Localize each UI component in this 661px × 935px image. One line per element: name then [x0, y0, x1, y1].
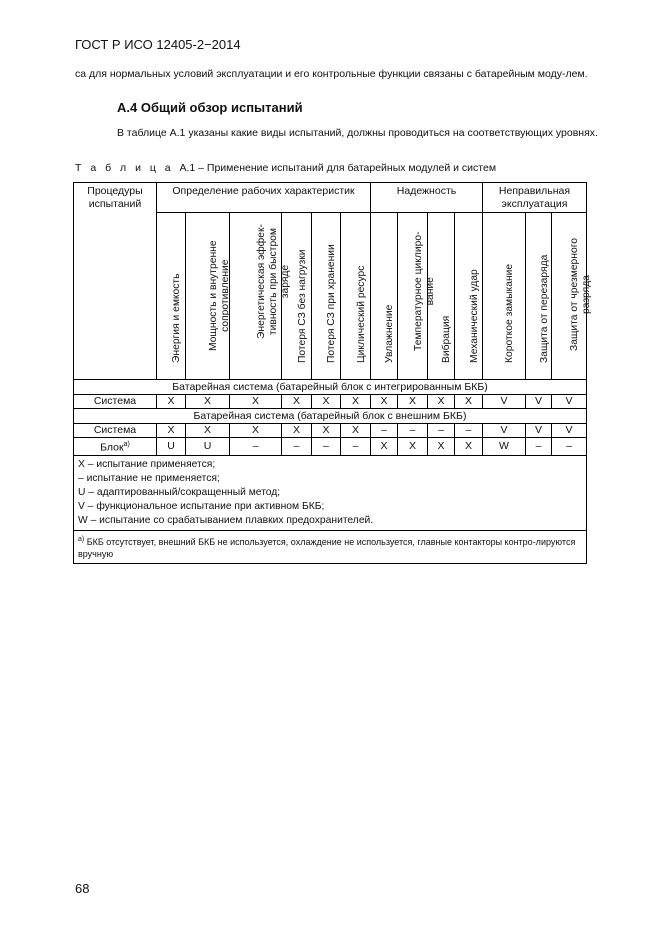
row-label-text: Система [93, 395, 137, 407]
table-cell: W [483, 438, 526, 456]
table-cell: X [157, 395, 186, 409]
column-header-label [539, 255, 551, 363]
column-header-line: Защита от чрезмерного [569, 238, 580, 351]
section-title-external: Батарейная система (батарейный блок с внешним БКБ) [74, 409, 587, 424]
section-heading: А.4 Общий обзор испытаний [117, 100, 303, 115]
table-cell: V [552, 395, 587, 409]
group-header-abuse: Неправильная эксплуатация [483, 183, 587, 213]
column-header [483, 213, 526, 380]
column-header [186, 213, 230, 380]
legend-note: V – функциональное испытание при активном БКБ; [78, 500, 325, 512]
document-header: ГОСТ Р ИСО 12405-2−2014 [75, 37, 241, 52]
column-header-label [171, 274, 183, 363]
intro-paragraph: В таблице А.1 указаны какие виды испытаний, должны проводиться на соответствующих уровнях. [117, 127, 598, 139]
group-header-performance: Определение рабочих характеристик [157, 183, 371, 213]
column-header-line: Температурное циклиро- [412, 231, 424, 351]
column-header-line: Потеря СЗ при хранении [326, 244, 337, 363]
table-cell: – [428, 424, 455, 438]
table-cell: X [186, 424, 230, 438]
table-cell: V [526, 395, 552, 409]
table-cell: – [341, 438, 371, 456]
table-cell: X [428, 438, 455, 456]
column-header-label [384, 305, 396, 363]
continuation-paragraph: са для нормальных условий эксплуатации и его контрольные функции связаны с батарейным моду-лем. [75, 68, 588, 80]
table-cell: X [341, 395, 371, 409]
table-cell: U [186, 438, 230, 456]
column-header [312, 213, 341, 380]
table-cell: X [455, 395, 483, 409]
table-cell: – [371, 424, 398, 438]
table-row [74, 424, 587, 438]
row-label-sup: a) [123, 441, 130, 448]
corner-header: Процедуры испытаний [74, 183, 157, 380]
row-label [74, 424, 157, 438]
page-number: 68 [75, 881, 90, 896]
column-header-line: Мощность и внутренне [207, 240, 219, 351]
column-header [341, 213, 371, 380]
table-cell: – [398, 424, 428, 438]
column-header [455, 213, 483, 380]
column-header [398, 213, 436, 380]
column-header [230, 213, 291, 380]
table-cell: X [157, 424, 186, 438]
column-header-label [297, 250, 309, 363]
column-header-line: сопротивление [219, 259, 231, 332]
table-cell: X [282, 424, 312, 438]
table-cell: X [312, 424, 341, 438]
column-header-line: вание [424, 277, 436, 306]
legend-note: W – испытание со срабатыванием плавких предохранителей. [78, 514, 374, 526]
group-header-reliability: Надежность [371, 183, 483, 213]
table-cell: U [157, 438, 186, 456]
row-label [74, 395, 157, 409]
column-header-line: Вибрация [441, 315, 452, 363]
table-cell: V [483, 424, 526, 438]
table-row [74, 438, 587, 456]
column-header-line: Защита от перезаряда [538, 254, 550, 363]
column-header-line: Механический удар [468, 269, 480, 363]
column-header-line: Короткое замыкание [504, 263, 515, 363]
column-header [428, 213, 455, 380]
legend-note: – испытание не применяется; [78, 472, 220, 484]
table-cell: X [455, 438, 483, 456]
legend-note: X – испытание применяется; [78, 458, 216, 470]
column-header-label [208, 240, 232, 351]
table-cell: X [230, 424, 282, 438]
column-header [279, 213, 312, 380]
column-header [157, 213, 186, 380]
column-header-line: Энергетическая эффек- [255, 224, 267, 339]
footnote-text: БКБ отсутствует, внешний БКБ не используется, охлаждение не используется, главные контакторы контро-лируются вручную [78, 536, 576, 559]
column-header-line: Энергия и емкость [171, 273, 182, 363]
table-cell: X [230, 395, 282, 409]
column-header [371, 213, 398, 380]
table-cell: X [341, 424, 371, 438]
table-cell: X [398, 395, 428, 409]
table-cell: – [552, 438, 587, 456]
table-caption [75, 162, 496, 174]
table-cell: V [552, 424, 587, 438]
tests-table [73, 182, 592, 564]
table-cell: X [398, 438, 428, 456]
table-cell: – [455, 424, 483, 438]
table-cell: X [428, 395, 455, 409]
table-footnote [74, 530, 587, 563]
table-row [74, 395, 587, 409]
row-label-text: Блок [100, 441, 124, 454]
column-header-label [441, 316, 453, 363]
table-cell: – [282, 438, 312, 456]
table-caption-label: Т а б л и ц а [75, 162, 174, 174]
table-cell: X [312, 395, 341, 409]
column-header-label [469, 269, 481, 363]
table-cell: X [282, 395, 312, 409]
column-header [552, 213, 592, 380]
table-cell: – [230, 438, 282, 456]
row-label [74, 438, 157, 456]
column-header-line: заряде [279, 264, 291, 299]
column-header-line: Увлажнение [384, 304, 395, 363]
table-cell: V [526, 424, 552, 438]
legend-note: U – адаптированный/сокращенный метод; [78, 486, 281, 498]
column-header-line: разряда [581, 275, 592, 315]
column-header [526, 213, 552, 380]
table-cell: – [312, 438, 341, 456]
column-header-label [326, 244, 338, 363]
table-cell: – [526, 438, 552, 456]
row-label-text: Система [93, 424, 137, 436]
column-header-line: Циклический ресурс [355, 265, 367, 363]
column-header-label [569, 238, 593, 351]
table-cell: X [371, 395, 398, 409]
column-header-line: Потеря СЗ без нагрузки [296, 249, 308, 363]
legend-notes [74, 455, 587, 530]
table-cell: X [371, 438, 398, 456]
column-header-line: тивность при быстром [267, 228, 279, 336]
section-title-integrated: Батарейная система (батарейный блок с интегрированным БКБ) [74, 380, 587, 395]
footnote-mark: а) [78, 535, 85, 543]
column-header-label [504, 264, 516, 363]
column-header-label [356, 266, 368, 363]
table-cell: V [483, 395, 526, 409]
table-caption-text: А.1 – Применение испытаний для батарейных модулей и систем [179, 162, 497, 174]
table-cell: X [186, 395, 230, 409]
